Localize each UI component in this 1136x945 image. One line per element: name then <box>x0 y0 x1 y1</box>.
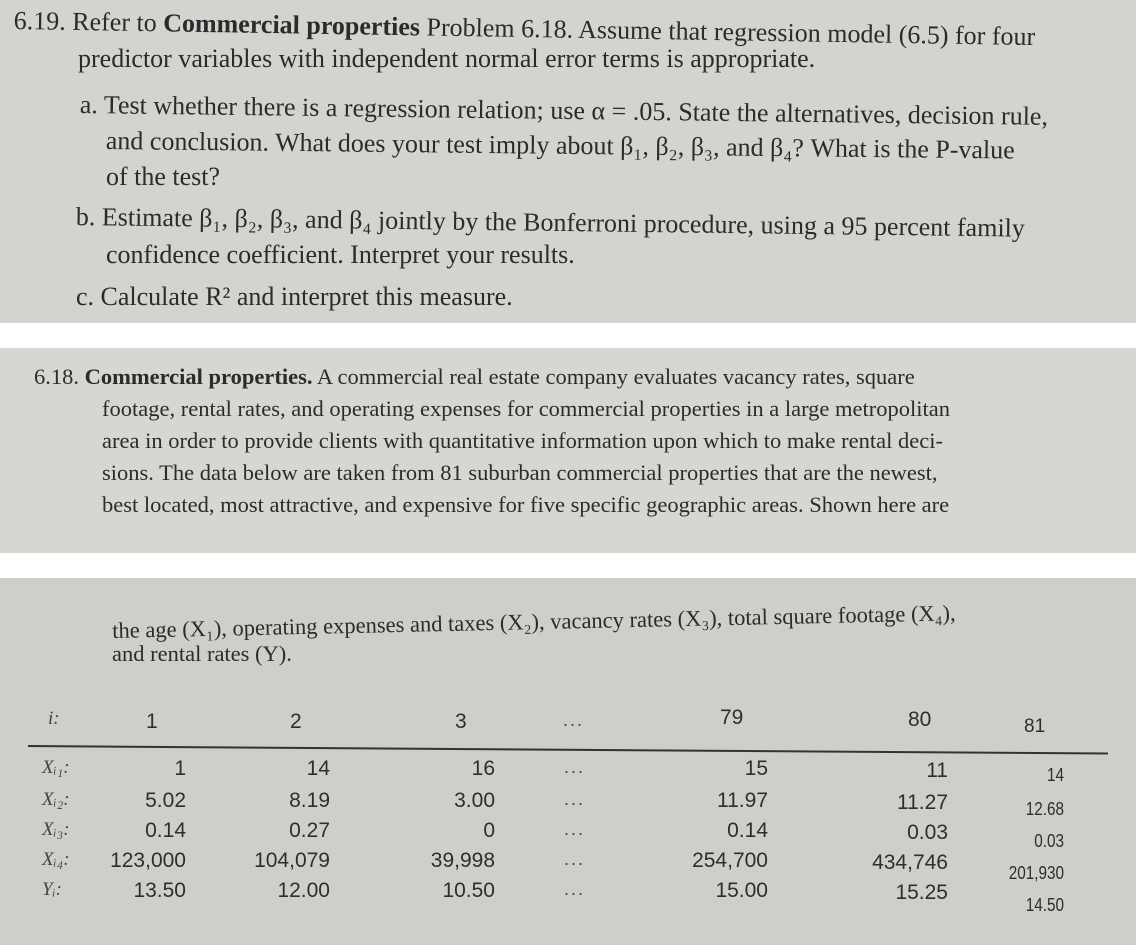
problem-6-18-line2: footage, rental rates, and operating expenses for commercial properties in a large metropolitan <box>102 396 951 421</box>
column-header: 81 <box>1024 716 1046 737</box>
table-cell: 16 <box>471 757 495 780</box>
table-cell: 12.68 <box>1025 799 1064 819</box>
table-cell: 5.02 <box>145 789 186 812</box>
problem-number: 6.19. <box>13 6 66 36</box>
table-cell: ... <box>563 849 585 869</box>
table-cell: 15.25 <box>895 881 948 904</box>
table-cell: 14.50 <box>1025 895 1064 915</box>
table-cell: 254,700 <box>692 849 768 872</box>
table-cell: 0.03 <box>1034 831 1064 851</box>
table-cell: ... <box>563 757 585 777</box>
part-b-line1: b. Estimate β₁, β₂, β₃, and β₄ jointly by the Bonferroni procedure, using a 95 percent family <box>75 202 1026 243</box>
intro-text-post: Problem 6.18. Assume that regression model (6.5) for four <box>419 12 1036 52</box>
problem-6-18-title: Commercial properties. <box>84 364 313 389</box>
table-cell: 10.50 <box>442 879 495 902</box>
table-cell: 39,998 <box>430 849 495 872</box>
row-label: Xᵢ₂: <box>42 789 70 810</box>
column-header: ... <box>563 710 585 730</box>
part-b-line2: confidence coefficient. Interpret your results. <box>106 240 575 269</box>
intro-bold: Commercial properties <box>162 8 421 42</box>
problem-6-18-line3: area in order to provide clients with quantitative information upon which to make rental deci- <box>102 428 943 453</box>
column-header: 2 <box>290 710 302 733</box>
table-cell: 0.03 <box>907 821 948 844</box>
table-cell: 15 <box>744 757 768 780</box>
problem-6-18-line4: sions. The data below are taken from 81 suburban commercial properties that are the newest, <box>102 460 938 485</box>
problem-6-19-panel <box>0 0 1136 323</box>
row-label: Yᵢ: <box>42 879 62 900</box>
column-header: 3 <box>455 710 467 733</box>
part-a-line3: of the test? <box>106 162 221 191</box>
continuation-line1: the age (X₁), operating expenses and taxes (X₂), vacancy rates (X₃), total square footage (X₄), <box>112 600 956 643</box>
table-cell: 0.14 <box>727 819 768 842</box>
row-index-label: i: <box>48 708 60 729</box>
table-cell: 434,746 <box>872 851 948 874</box>
part-a-line2: and conclusion. What does your test imply about β₁, β₂, β₃, and β₄? What is the P-value <box>105 126 1015 165</box>
problem-6-18-line5: best located, most attractive, and expensive for five specific geographic areas. Shown here are <box>102 492 950 517</box>
table-cell: 11.97 <box>717 789 768 812</box>
problem-6-18-number: 6.18. <box>34 364 79 389</box>
row-label: Xᵢ₃: <box>42 819 70 840</box>
table-cell: 1 <box>174 757 186 780</box>
part-c-line1: c. Calculate R² and interpret this measure. <box>76 282 513 311</box>
column-header: 1 <box>146 710 158 733</box>
part-a-line1: a. Test whether there is a regression relation; use α = .05. State the alternatives, decision rule, <box>79 90 1049 131</box>
table-cell: 14 <box>1046 765 1064 785</box>
table-cell: ... <box>563 819 585 839</box>
column-header: 79 <box>720 706 744 729</box>
problem-6-18-line1-rest: A commercial real estate company evaluates vacancy rates, square <box>312 364 915 389</box>
table-cell: 201,930 <box>1008 863 1064 883</box>
problem-6-18-line1 <box>34 364 915 390</box>
table-cell: 3.00 <box>454 789 495 812</box>
table-cell: 0.27 <box>289 819 330 842</box>
table-cell: 104,079 <box>254 849 330 872</box>
row-label: Xᵢ₁: <box>42 757 70 778</box>
table-cell: 14 <box>306 757 330 780</box>
table-cell: 0 <box>483 819 495 842</box>
intro-text: Refer to <box>72 6 164 38</box>
problem-6-19-intro-line2: predictor variables with independent normal error terms is appropriate. <box>78 44 816 73</box>
table-cell: 12.00 <box>277 879 330 902</box>
table-cell: 0.14 <box>145 819 186 842</box>
table-cell: 123,000 <box>110 849 186 872</box>
table-cell: ... <box>563 879 585 899</box>
table-cell: 8.19 <box>289 789 330 812</box>
column-header: 80 <box>908 708 932 731</box>
row-label: Xᵢ₄: <box>42 849 70 870</box>
table-cell: ... <box>563 789 585 809</box>
table-cell: 15.00 <box>715 879 768 902</box>
table-cell: 13.50 <box>133 879 186 902</box>
continuation-line2: and rental rates (Y). <box>112 641 292 666</box>
table-cell: 11 <box>926 759 948 782</box>
table-cell: 11.27 <box>897 791 948 814</box>
problem-6-18-panel <box>0 348 1136 553</box>
